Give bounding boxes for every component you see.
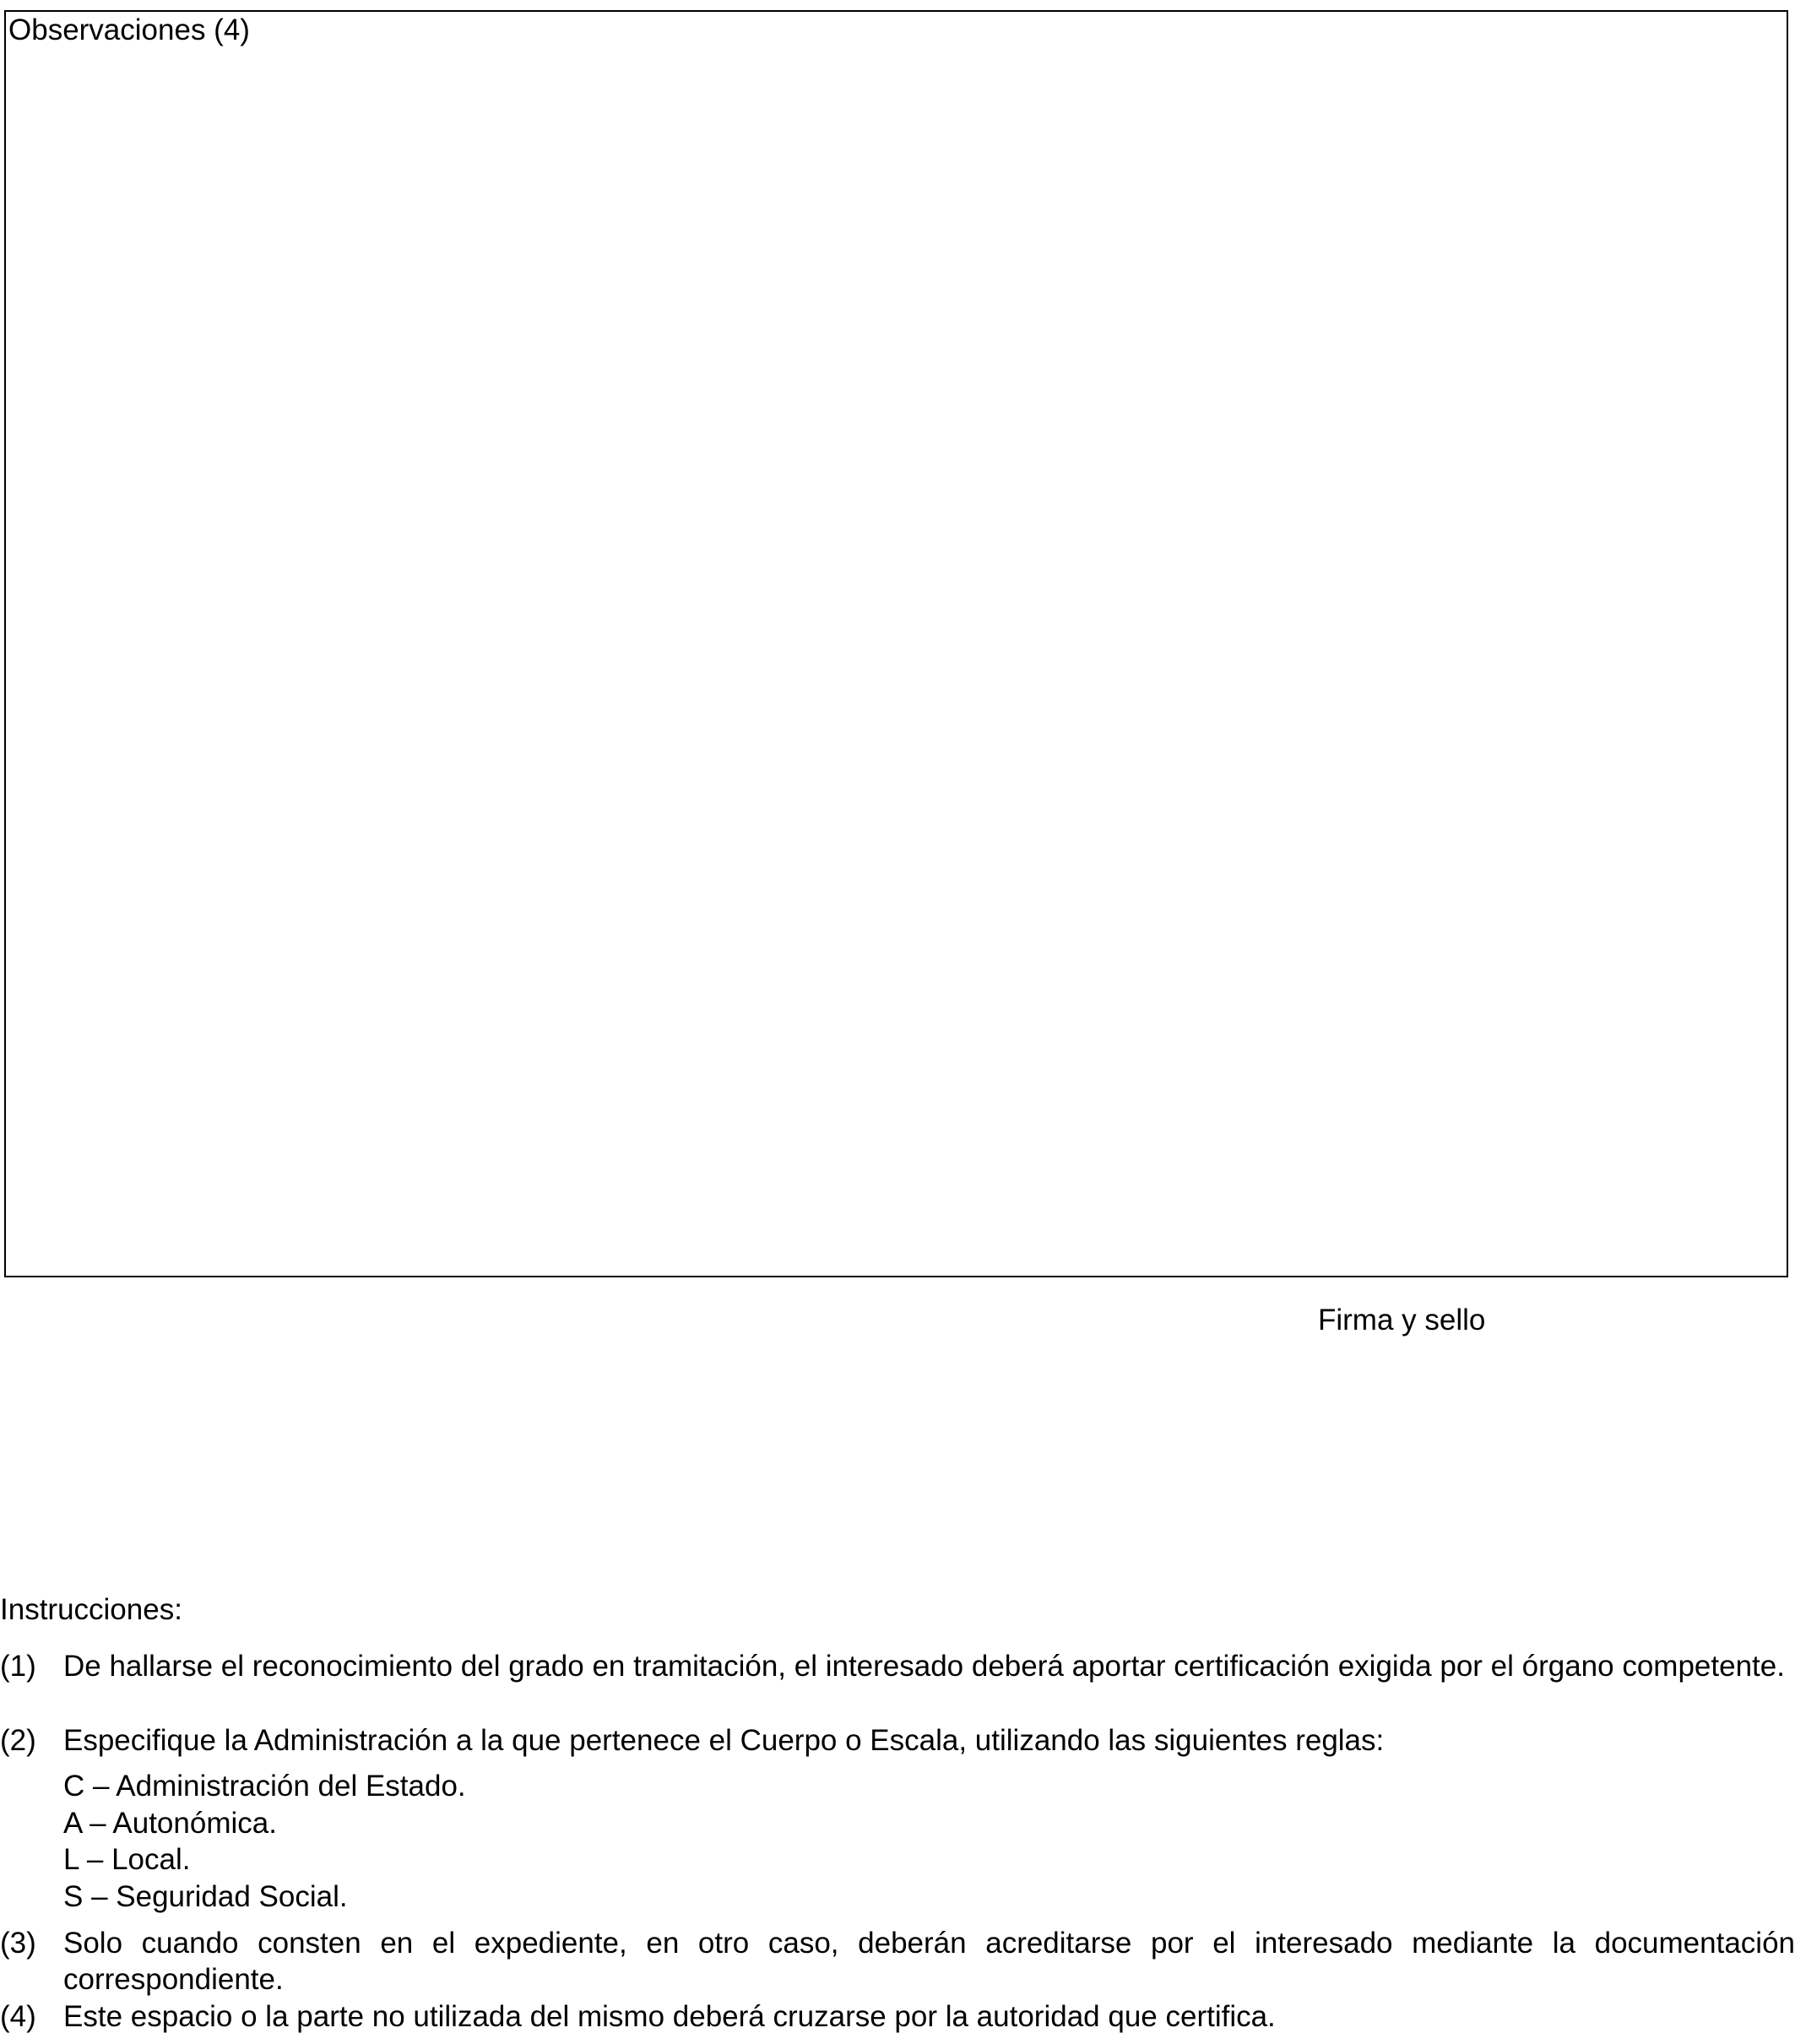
note-number: (1) <box>0 1650 36 1683</box>
note-text: Especifique la Administración a la que pertenece el Cuerpo o Escala, utilizando las siguientes reglas: <box>63 1724 1385 1757</box>
note-text: Solo cuando consten en el expediente, en otro caso, deberán acreditarse por el interesado mediante la documentación correspondiente. <box>63 1927 1795 1996</box>
instruction-note-1 <box>0 1648 1795 1684</box>
rule-item: S – Seguridad Social. <box>63 1879 348 1913</box>
administracion-rules-list <box>63 1768 466 1915</box>
note-number: (4) <box>0 2000 36 2033</box>
instruction-note-2 <box>0 1722 1795 1759</box>
instruction-note-3 <box>0 1925 1795 1998</box>
firma-y-sello-label: Firma y sello <box>1318 1304 1486 1336</box>
rule-item: C – Administración del Estado. <box>63 1770 466 1803</box>
note-text: De hallarse el reconocimiento del grado en tramitación, el interesado deberá aportar certificación exigida por el órgano competente. <box>63 1650 1785 1683</box>
note-text: Este espacio o la parte no utilizada del mismo deberá cruzarse por la autoridad que certifica. <box>63 2000 1276 2033</box>
observaciones-label: Observaciones (4) <box>8 14 250 46</box>
rule-item: L – Local. <box>63 1843 191 1876</box>
instruction-note-4 <box>0 1998 1795 2035</box>
note-number: (3) <box>0 1927 36 1960</box>
rule-item: A – Autonómica. <box>63 1806 277 1840</box>
instrucciones-title: Instrucciones: <box>0 1593 182 1626</box>
note-number: (2) <box>0 1724 36 1757</box>
observaciones-box <box>4 10 1788 1277</box>
